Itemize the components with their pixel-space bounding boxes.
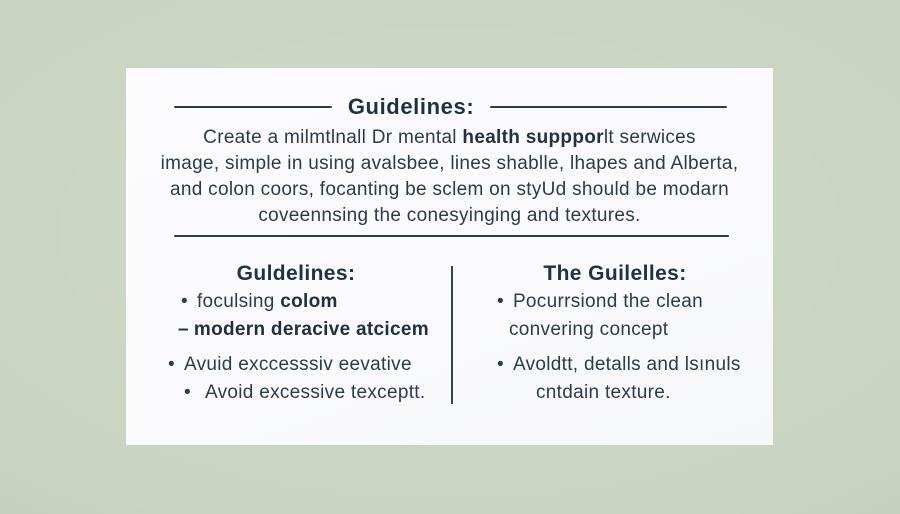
- bullet-icon: •: [181, 291, 188, 312]
- list-item: [156, 316, 436, 344]
- brief-text: coveennsing the conesyinging and textures.: [258, 205, 641, 226]
- section-divider-rule: [174, 235, 729, 237]
- list-item: [156, 379, 436, 407]
- right-column: [478, 258, 752, 407]
- list-item-text: Avuid exccesssiv eevative: [183, 354, 412, 375]
- list-item-text: Pocurrsiond the clean: [512, 291, 704, 312]
- brief-text-bold: health supppor: [462, 127, 604, 148]
- list-item-text-bold: modern deracive atcicem: [193, 319, 429, 340]
- brief-text: and colon coors, focanting be sclem on styUd should be modarn: [169, 179, 730, 200]
- list-item: [156, 288, 436, 316]
- brief-text: image, simple in using avalsbee, lines shablle, lhapes and Alberta,: [160, 153, 739, 174]
- list-item-text: Avoid excessive texceptt.: [204, 382, 426, 403]
- list-item-text: foculsing: [196, 291, 281, 312]
- left-column-heading: Guldelines:: [236, 262, 356, 285]
- columns-section: [126, 258, 773, 445]
- list-item-text-bold: colom: [280, 291, 338, 312]
- bullet-icon: •: [497, 291, 504, 312]
- bullet-icon: •: [184, 382, 191, 403]
- bullet-icon: •: [168, 354, 175, 375]
- list-item-text: convering concept: [509, 319, 669, 340]
- dash-icon: –: [178, 319, 189, 340]
- header-rule-left: [174, 106, 332, 108]
- list-item-continuation: [478, 379, 752, 407]
- left-column: [156, 258, 436, 407]
- list-item-text: Avoldtt, detalls and lsınuls: [512, 354, 741, 375]
- brief-text: Create a milmtlnall Dr mental: [203, 127, 463, 148]
- list-item-text: cntdain texture.: [536, 382, 671, 403]
- right-column-heading: The Guilelles:: [543, 262, 687, 285]
- list-item-continuation: [478, 316, 752, 344]
- list-item: [478, 351, 752, 379]
- header-rule-right: [490, 106, 727, 108]
- guidelines-card: [126, 68, 773, 445]
- brief-text: lt serwices: [603, 127, 696, 148]
- bullet-icon: •: [497, 354, 504, 375]
- card-header: [174, 94, 727, 120]
- column-divider: [451, 266, 453, 404]
- list-item: [478, 288, 752, 316]
- list-item: [156, 351, 436, 379]
- brief-paragraph: [142, 125, 757, 229]
- card-title: Guidelines:: [347, 94, 475, 119]
